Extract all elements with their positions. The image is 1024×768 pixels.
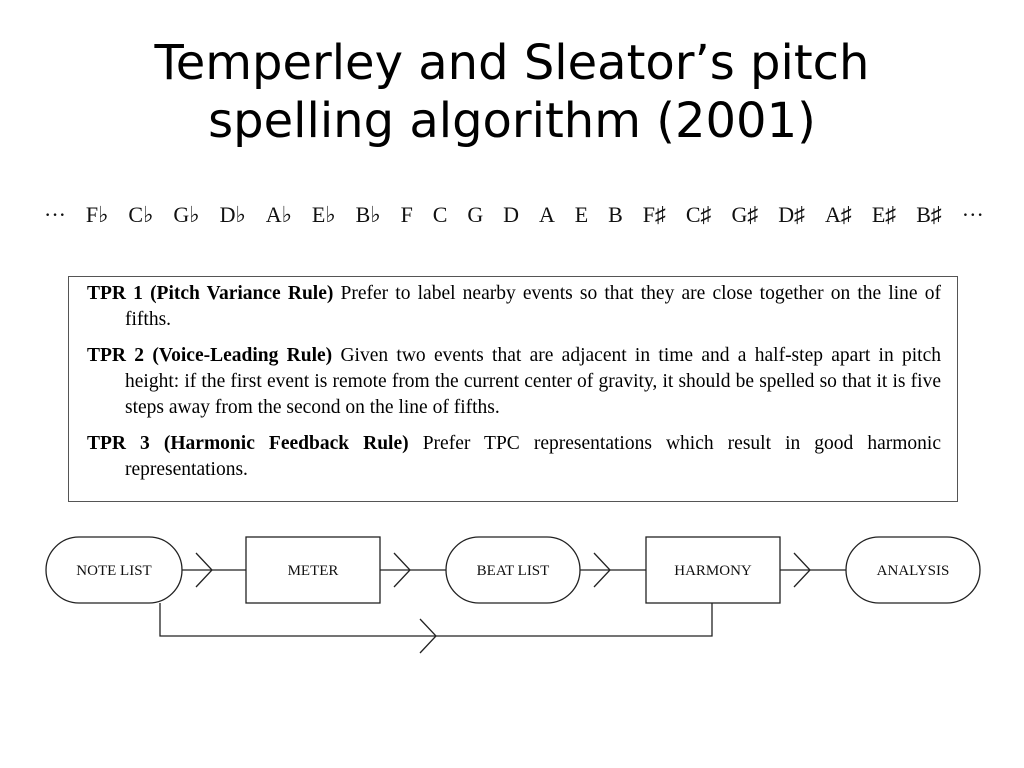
edge-note-list-harmony	[160, 603, 712, 636]
pitch-name: D♯	[778, 202, 806, 227]
rule-text: Prefer TPC representations which result in good harmonic representations.	[125, 433, 941, 480]
pitch-name: E♯	[871, 202, 897, 227]
pitch-name: B	[608, 202, 623, 227]
ellipsis: ···	[961, 202, 984, 227]
ellipsis: ···	[44, 202, 66, 227]
pitch-name: G♯	[731, 202, 759, 227]
rule-label: TPR 3 (Harmonic Feedback Rule)	[87, 433, 409, 454]
pitch-name: D♭	[219, 202, 246, 227]
pitch-name: F	[400, 202, 413, 227]
pitch-name: C♭	[128, 202, 154, 227]
pitch-name: B♭	[355, 202, 381, 227]
pitch-name: E♭	[311, 202, 336, 227]
pitch-name: G♭	[173, 202, 200, 227]
slide-title-line-1: Temperley and Sleator’s pitch	[154, 35, 870, 91]
pitch-name: F♭	[85, 202, 109, 227]
pitch-name: E	[574, 202, 589, 227]
rule-label: TPR 1 (Pitch Variance Rule)	[87, 283, 334, 304]
pitch-name: A♭	[265, 202, 292, 227]
pitch-name: G	[467, 202, 484, 227]
rule-text: Prefer to label nearby events so that they are close together on the line of fifths.	[125, 283, 941, 330]
pitch-name: C♯	[685, 202, 712, 227]
slide-title-line-2: spelling algorithm (2001)	[208, 93, 816, 149]
node-label-beat-list: BEAT LIST	[476, 563, 550, 579]
node-label-note-list: NOTE LIST	[76, 563, 152, 579]
rule-text: Given two events that are adjacent in time and a half-step apart in pitch height: if the first event is remote from the current center of gravity, it should be spelled so that it is five steps away from the second on the line of fifths.	[125, 345, 941, 418]
pitch-name: F♯	[642, 202, 666, 227]
rule-label: TPR 2 (Voice-Leading Rule)	[87, 345, 333, 366]
pitch-name: B♯	[916, 202, 942, 227]
pitch-name: C	[432, 202, 448, 227]
pitch-name: D	[503, 202, 520, 227]
node-label-meter: METER	[287, 563, 339, 579]
pitch-name: A	[538, 202, 555, 227]
node-label-harmony: HARMONY	[674, 563, 752, 579]
pitch-name: A♯	[825, 202, 852, 227]
node-label-analysis: ANALYSIS	[876, 563, 950, 579]
